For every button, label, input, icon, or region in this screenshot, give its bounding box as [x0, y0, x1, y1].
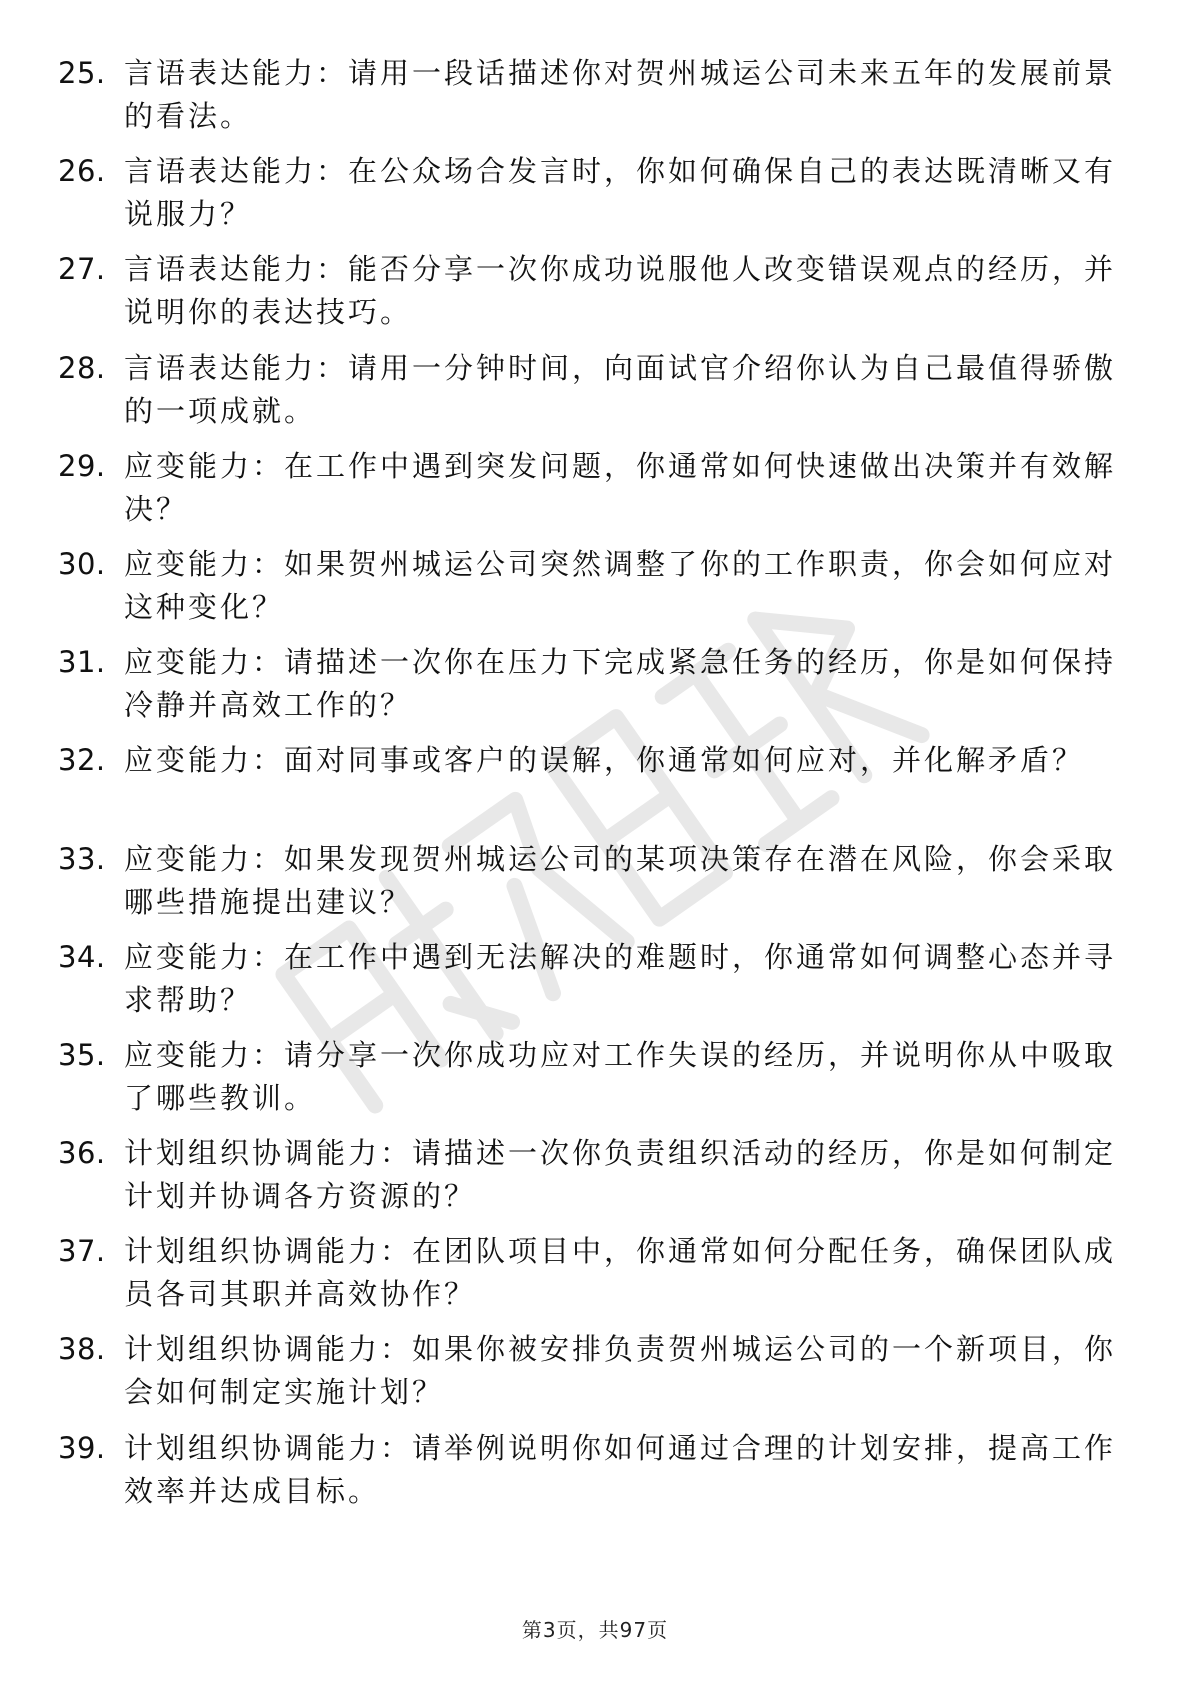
question-text: 计划组织协调能力：请描述一次你负责组织活动的经历，你是如何制定计划并协调各方资源的？: [124, 1136, 1117, 1214]
question-item: [58, 543, 1118, 641]
question-item: [58, 838, 1118, 936]
question-item: [58, 445, 1118, 543]
question-text: 应变能力：如果贺州城运公司突然调整了你的工作职责，你会如何应对这种变化？: [124, 546, 1117, 624]
question-item: [58, 347, 1118, 445]
question-text: 计划组织协调能力：在团队项目中，你通常如何分配任务，确保团队成员各司其职并高效协作？: [124, 1234, 1117, 1312]
question-text: 应变能力：请描述一次你在压力下完成紧急任务的经历，你是如何保持冷静并高效工作的？: [124, 645, 1117, 723]
question-number: 34.: [58, 939, 106, 974]
question-item: [58, 936, 1118, 1034]
question-item: [58, 1230, 1118, 1328]
question-item: [58, 1328, 1118, 1426]
question-list: [58, 52, 1118, 1525]
question-number: 26.: [58, 154, 106, 189]
question-item: [58, 1427, 1118, 1525]
page-footer: 第3页，共97页: [521, 1618, 669, 1642]
question-item: [58, 641, 1118, 739]
question-text: 应变能力：请分享一次你成功应对工作失误的经历，并说明你从中吸取了哪些教训。: [124, 1037, 1117, 1115]
question-number: 33.: [58, 841, 106, 876]
question-text: 言语表达能力：能否分享一次你成功说服他人改变错误观点的经历，并说明你的表达技巧。: [124, 252, 1117, 330]
question-text: 计划组织协调能力：请举例说明你如何通过合理的计划安排，提高工作效率并达成目标。: [124, 1430, 1117, 1508]
question-number: 32.: [58, 743, 106, 778]
question-number: 38.: [58, 1332, 106, 1367]
question-number: 29.: [58, 448, 106, 483]
question-item: [58, 150, 1118, 248]
question-number: 31.: [58, 645, 106, 680]
question-number: 25.: [58, 56, 106, 90]
question-text: 言语表达能力：请用一段话描述你对贺州城运公司未来五年的发展前景的看法。: [124, 56, 1117, 133]
question-item: [58, 739, 1118, 837]
question-text: 言语表达能力：请用一分钟时间，向面试官介绍你认为自己最值得骄傲的一项成就。: [124, 350, 1117, 428]
question-item: [58, 248, 1118, 346]
question-item: [58, 52, 1118, 150]
question-item: [58, 1132, 1118, 1230]
question-text: 计划组织协调能力：如果你被安排负责贺州城运公司的一个新项目，你会如何制定实施计划？: [124, 1332, 1117, 1410]
question-text: 应变能力：如果发现贺州城运公司的某项决策存在潜在风险，你会采取哪些措施提出建议？: [124, 841, 1117, 919]
question-number: 30.: [58, 546, 106, 581]
question-item: [58, 1034, 1118, 1132]
question-number: 28.: [58, 350, 106, 385]
question-number: 36.: [58, 1136, 106, 1171]
question-number: 27.: [58, 252, 106, 287]
question-number: 35.: [58, 1037, 106, 1072]
question-text: 言语表达能力：在公众场合发言时，你如何确保自己的表达既清晰又有说服力？: [124, 154, 1117, 232]
question-number: 37.: [58, 1234, 106, 1269]
question-text: 应变能力：在工作中遇到突发问题，你通常如何快速做出决策并有效解决？: [124, 448, 1117, 526]
question-text: 应变能力：在工作中遇到无法解决的难题时，你通常如何调整心态并寻求帮助？: [124, 939, 1117, 1017]
question-number: 39.: [58, 1430, 106, 1465]
question-text: 应变能力：面对同事或客户的误解，你通常如何应对，并化解矛盾？: [124, 743, 1085, 778]
